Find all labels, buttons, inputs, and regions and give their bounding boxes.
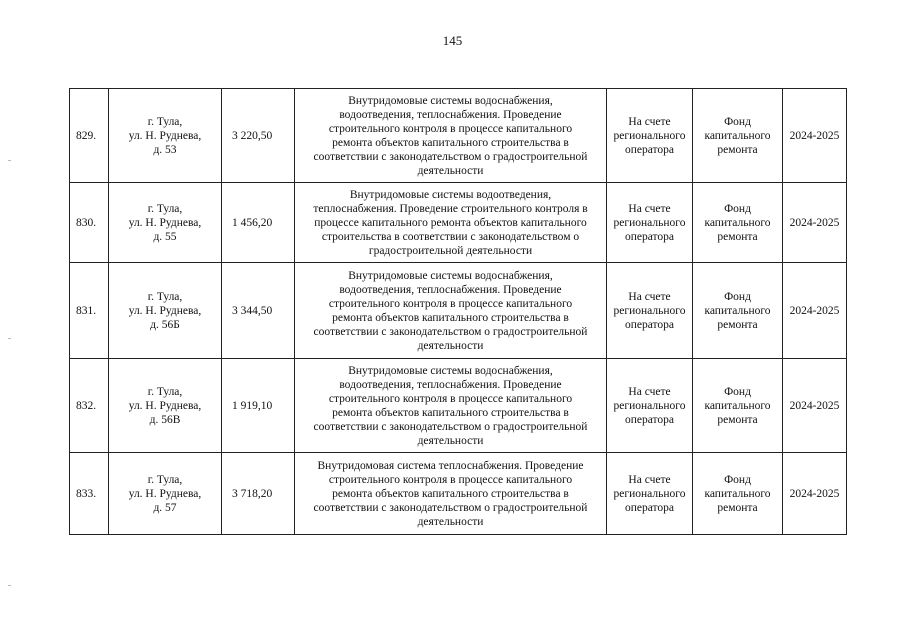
cost-cell: 3 220,50: [222, 89, 295, 183]
table-row: [70, 183, 847, 263]
work-line: соответствии с законодательством о градостроительной: [313, 325, 588, 338]
work-line: соответствии с законодательством о градостроительной: [313, 150, 588, 163]
fund-cell: [693, 183, 783, 263]
account-line: На счете: [628, 202, 671, 215]
work-line: процессе капитального ремонта объектов капитального: [314, 216, 587, 229]
address-line: д. 53: [153, 143, 177, 156]
account-line: регионального: [613, 216, 686, 229]
work-line: водоотведения, теплоснабжения. Проведение: [339, 378, 562, 391]
period-cell: 2024-2025: [783, 359, 847, 453]
account-line: оператора: [624, 318, 675, 331]
account-line: регионального: [613, 129, 686, 142]
work-line: Внутридомовые системы водоснабжения,: [348, 269, 553, 282]
work-line: Внутридомовые системы водоотведения,: [349, 188, 552, 201]
work-line: Внутридомовая система теплоснабжения. Проведение: [317, 459, 584, 472]
address-line: ул. Н. Руднева,: [128, 399, 202, 412]
row-number: 833.: [70, 453, 109, 535]
table-row: [70, 453, 847, 535]
work-line: строительства в соответствии с законодательством о: [321, 230, 580, 243]
fund-line: Фонд: [724, 115, 751, 128]
work-line: строительного контроля в процессе капитального: [328, 473, 573, 486]
work-line: теплоснабжения. Проведение строительного контроля в: [313, 202, 588, 215]
address-line: д. 55: [153, 230, 177, 243]
address-line: д. 56Б: [150, 318, 180, 331]
address-line: г. Тула,: [147, 385, 183, 398]
address-cell: [109, 453, 222, 535]
fund-line: ремонта: [717, 230, 758, 243]
work-description-cell: [295, 89, 607, 183]
address-line: ул. Н. Руднева,: [128, 216, 202, 229]
row-number: 832.: [70, 359, 109, 453]
fund-line: капитального: [704, 487, 771, 500]
address-line: ул. Н. Руднева,: [128, 487, 202, 500]
work-description-cell: [295, 453, 607, 535]
fund-cell: [693, 453, 783, 535]
address-cell: [109, 89, 222, 183]
row-number: 831.: [70, 263, 109, 359]
period-cell: 2024-2025: [783, 263, 847, 359]
address-cell: [109, 263, 222, 359]
account-line: оператора: [624, 230, 675, 243]
work-line: деятельности: [417, 434, 484, 447]
fund-line: Фонд: [724, 202, 751, 215]
fund-cell: [693, 89, 783, 183]
period-cell: 2024-2025: [783, 453, 847, 535]
address-line: д. 56В: [149, 413, 181, 426]
cost-cell: 1 919,10: [222, 359, 295, 453]
cost-cell: 1 456,20: [222, 183, 295, 263]
table-row: [70, 89, 847, 183]
account-cell: [607, 183, 693, 263]
address-cell: [109, 359, 222, 453]
work-line: Внутридомовые системы водоснабжения,: [348, 94, 553, 107]
fund-cell: [693, 359, 783, 453]
fund-line: Фонд: [724, 385, 751, 398]
scan-mark: [8, 585, 11, 586]
account-line: регионального: [613, 487, 686, 500]
account-cell: [607, 453, 693, 535]
work-line: соответствии с законодательством о градостроительной: [313, 501, 588, 514]
fund-line: капитального: [704, 216, 771, 229]
work-line: ремонта объектов капитального строительства в: [332, 406, 569, 419]
scan-mark: [8, 160, 11, 161]
account-line: На счете: [628, 385, 671, 398]
address-line: ул. Н. Руднева,: [128, 304, 202, 317]
fund-line: ремонта: [717, 413, 758, 426]
work-line: градостроительной деятельности: [368, 244, 533, 257]
account-line: регионального: [613, 399, 686, 412]
account-cell: [607, 359, 693, 453]
row-number: 829.: [70, 89, 109, 183]
table-row: [70, 359, 847, 453]
address-line: г. Тула,: [147, 473, 183, 486]
work-line: строительного контроля в процессе капитального: [328, 297, 573, 310]
address-line: г. Тула,: [147, 202, 183, 215]
fund-line: ремонта: [717, 143, 758, 156]
address-cell: [109, 183, 222, 263]
work-line: деятельности: [417, 339, 484, 352]
period-cell: 2024-2025: [783, 89, 847, 183]
fund-line: капитального: [704, 129, 771, 142]
table-row: [70, 263, 847, 359]
address-line: ул. Н. Руднева,: [128, 129, 202, 142]
scan-mark: [8, 338, 11, 339]
work-line: ремонта объектов капитального строительства в: [332, 136, 569, 149]
fund-line: ремонта: [717, 501, 758, 514]
repair-program-table: [69, 88, 847, 535]
account-line: оператора: [624, 501, 675, 514]
work-line: ремонта объектов капитального строительства в: [332, 311, 569, 324]
account-line: оператора: [624, 413, 675, 426]
account-line: На счете: [628, 290, 671, 303]
page-number: 145: [442, 33, 463, 48]
account-cell: [607, 263, 693, 359]
work-line: Внутридомовые системы водоснабжения,: [348, 364, 553, 377]
work-line: водоотведения, теплоснабжения. Проведение: [339, 283, 562, 296]
account-cell: [607, 89, 693, 183]
account-line: На счете: [628, 115, 671, 128]
work-description-cell: [295, 183, 607, 263]
address-line: д. 57: [153, 501, 177, 514]
work-line: строительного контроля в процессе капитального: [328, 122, 573, 135]
work-line: деятельности: [417, 515, 484, 528]
row-number: 830.: [70, 183, 109, 263]
fund-line: ремонта: [717, 318, 758, 331]
fund-line: Фонд: [724, 473, 751, 486]
cost-cell: 3 344,50: [222, 263, 295, 359]
work-line: соответствии с законодательством о градостроительной: [313, 420, 588, 433]
address-line: г. Тула,: [147, 115, 183, 128]
work-line: деятельности: [417, 164, 484, 177]
work-line: строительного контроля в процессе капитального: [328, 392, 573, 405]
work-line: водоотведения, теплоснабжения. Проведение: [339, 108, 562, 121]
fund-cell: [693, 263, 783, 359]
account-line: оператора: [624, 143, 675, 156]
account-line: регионального: [613, 304, 686, 317]
fund-line: Фонд: [724, 290, 751, 303]
work-description-cell: [295, 359, 607, 453]
work-line: ремонта объектов капитального строительства в: [332, 487, 569, 500]
fund-line: капитального: [704, 399, 771, 412]
period-cell: 2024-2025: [783, 183, 847, 263]
address-line: г. Тула,: [147, 290, 183, 303]
fund-line: капитального: [704, 304, 771, 317]
work-description-cell: [295, 263, 607, 359]
account-line: На счете: [628, 473, 671, 486]
cost-cell: 3 718,20: [222, 453, 295, 535]
